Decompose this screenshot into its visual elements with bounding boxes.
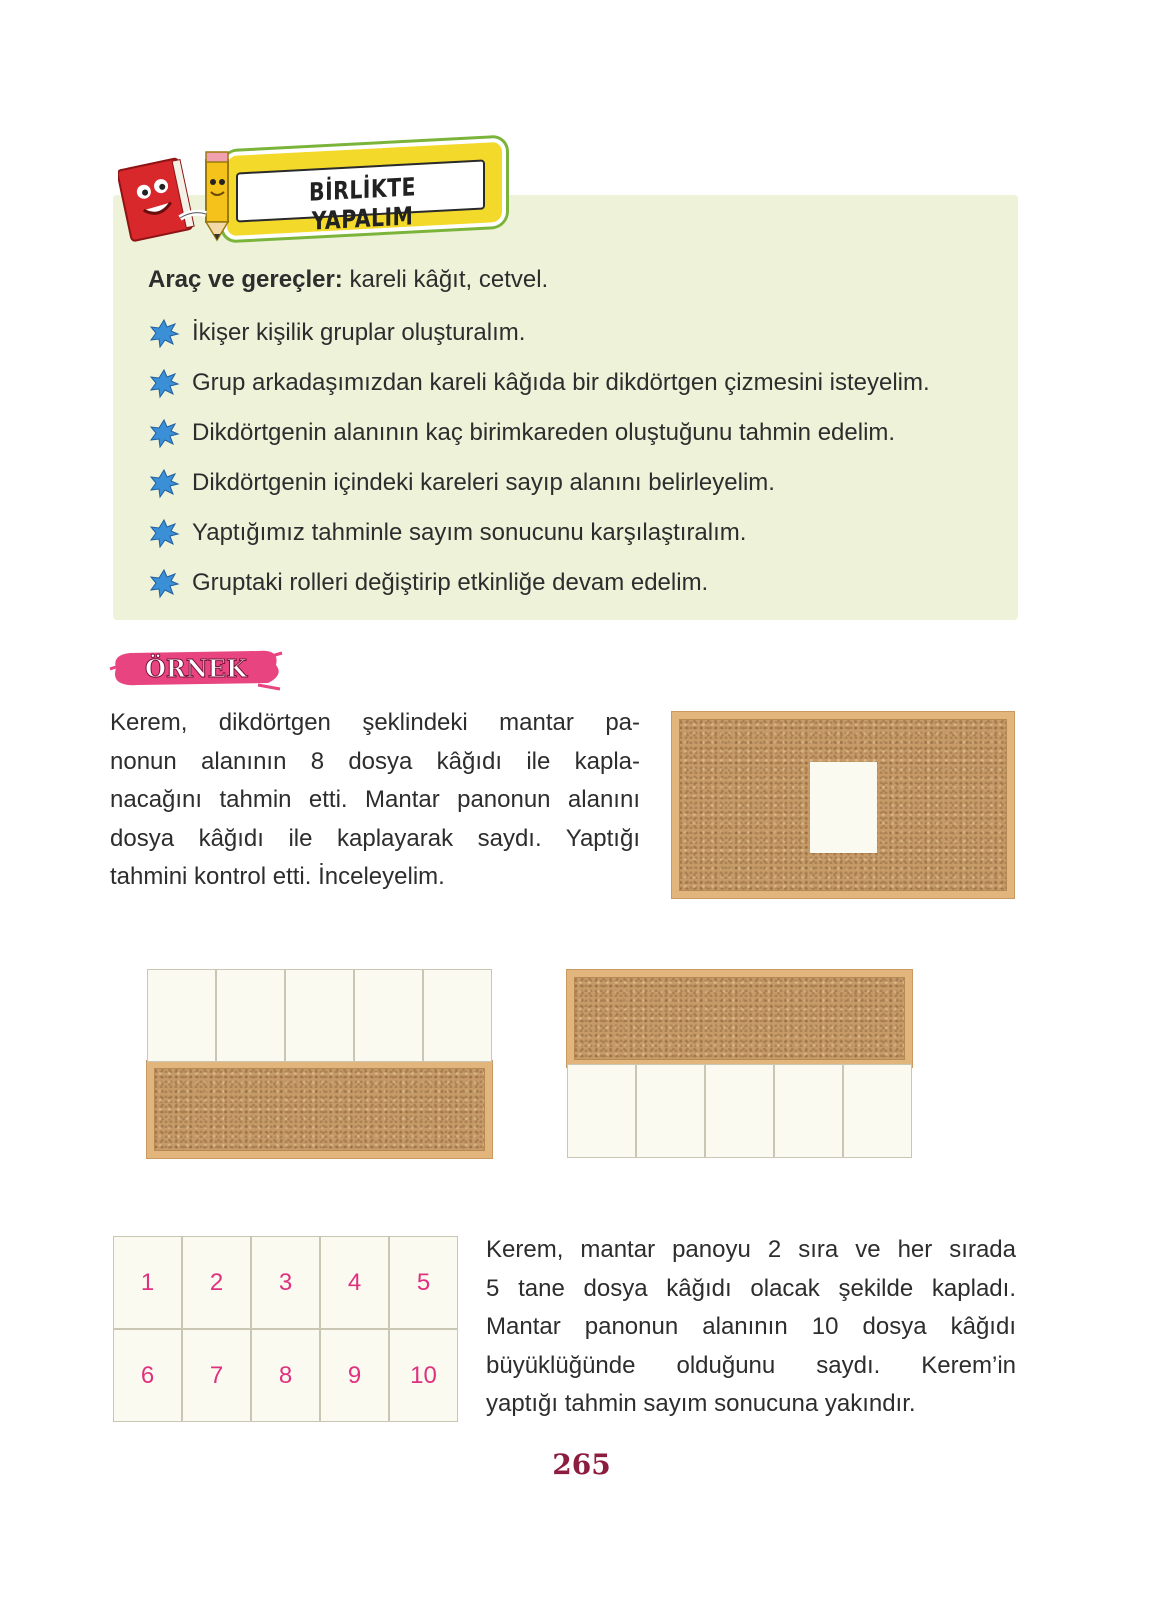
- blue-splash-icon: [148, 317, 180, 349]
- numbered-paper: [389, 1236, 458, 1329]
- paragraph-line: Kerem, mantar panoyu 2 sıra ve her sırada: [486, 1236, 1016, 1263]
- list-item: [148, 308, 930, 358]
- tile-number: 4: [347, 1268, 362, 1296]
- list-item: [148, 358, 930, 408]
- tile-number: 9: [347, 1361, 362, 1389]
- tile-number: 8: [278, 1361, 293, 1389]
- tile-number: 1: [140, 1268, 155, 1296]
- file-paper: [636, 1064, 705, 1158]
- step-text: Dikdörtgenin alanının kaç birimkareden oluştuğunu tahmin edelim.: [192, 419, 896, 446]
- step-text: Dikdörtgenin içindeki kareleri sayıp alanını belirleyelim.: [192, 469, 775, 496]
- tile-number: 3: [278, 1268, 293, 1296]
- example-paragraph-1: [110, 704, 640, 897]
- file-paper: [843, 1064, 912, 1158]
- tile-number: 10: [410, 1361, 437, 1389]
- tile-number: 5: [416, 1268, 431, 1296]
- blue-splash-icon: [148, 467, 180, 499]
- file-paper: [147, 969, 216, 1062]
- list-item: [148, 458, 930, 508]
- paragraph-line: dosya kâğıdı ile kaplayarak saydı. Yaptığı: [110, 824, 640, 852]
- tile-number: 6: [140, 1361, 155, 1389]
- file-paper: [216, 969, 285, 1062]
- cork-board: [147, 1061, 492, 1158]
- numbered-paper: [251, 1329, 320, 1422]
- file-paper: [567, 1064, 636, 1158]
- file-paper: [705, 1064, 774, 1158]
- board-top-row-papers: [147, 969, 492, 1159]
- example-label-text: ÖRNEK: [145, 654, 247, 683]
- cork-board-single-paper: [672, 712, 1014, 898]
- numbered-paper: [320, 1329, 389, 1422]
- list-item: [148, 408, 930, 458]
- file-paper: [774, 1064, 843, 1158]
- tile-number: 7: [209, 1361, 224, 1389]
- tools-line: [148, 266, 548, 294]
- file-paper: [810, 762, 877, 853]
- activity-title: BİRLİKTE YAPALIM: [309, 172, 416, 236]
- cork-board: [567, 970, 912, 1067]
- file-paper: [423, 969, 492, 1062]
- step-text: Gruptaki rolleri değiştirip etkinliğe devam edelim.: [192, 569, 709, 596]
- list-item: [148, 558, 930, 608]
- blue-splash-icon: [148, 417, 180, 449]
- paragraph-line: büyüklüğünde olduğunu saydı. Kerem’in: [486, 1351, 1016, 1379]
- numbered-paper-grid: [113, 1236, 458, 1422]
- paragraph-line: Kerem, dikdörtgen şeklindeki mantar pa-: [110, 709, 640, 736]
- step-text: Yaptığımız tahminle sayım sonucunu karşılaştıralım.: [192, 519, 747, 546]
- numbered-paper: [182, 1236, 251, 1329]
- numbered-paper: [251, 1236, 320, 1329]
- tile-number: 2: [209, 1268, 224, 1296]
- activity-steps: [148, 308, 930, 608]
- paragraph-line: nacağını tahmin etti. Mantar panonun alanını: [110, 786, 640, 813]
- blue-splash-icon: [148, 517, 180, 549]
- numbered-paper: [389, 1329, 458, 1422]
- paragraph-line: Mantar panonun alanının 10 dosya kâğıdı: [486, 1313, 1016, 1340]
- example-label-splash: [108, 645, 283, 691]
- page-number: 265: [552, 1448, 611, 1481]
- numbered-paper: [182, 1329, 251, 1422]
- blue-splash-icon: [148, 367, 180, 399]
- paragraph-line: 5 tane dosya kâğıdı olacak şekilde kapladı.: [486, 1274, 1016, 1302]
- list-item: [148, 508, 930, 558]
- paragraph-line: nonun alanının 8 dosya kâğıdı ile kapla-: [110, 747, 640, 775]
- file-paper: [354, 969, 423, 1062]
- step-text: Grup arkadaşımızdan kareli kâğıda bir dikdörtgen çizmesini isteyelim.: [192, 369, 930, 396]
- example-paragraph-2: [486, 1231, 1016, 1424]
- activity-banner: [118, 140, 503, 245]
- numbered-paper: [113, 1329, 182, 1422]
- file-paper: [285, 969, 354, 1062]
- book-pencil-mascot-icon: [118, 140, 238, 245]
- numbered-paper: [320, 1236, 389, 1329]
- step-text: İkişer kişilik gruplar oluşturalım.: [192, 319, 526, 346]
- paragraph-line: tahmini kontrol etti. İnceleyelim.: [110, 863, 445, 890]
- blue-splash-icon: [148, 567, 180, 599]
- paragraph-line: yaptığı tahmin sayım sonucuna yakındır.: [486, 1390, 916, 1417]
- numbered-paper: [113, 1236, 182, 1329]
- tools-label: Araç ve gereçler:: [148, 266, 343, 293]
- board-bottom-row-papers: [567, 970, 912, 1158]
- tools-value: kareli kâğıt, cetvel.: [342, 266, 549, 293]
